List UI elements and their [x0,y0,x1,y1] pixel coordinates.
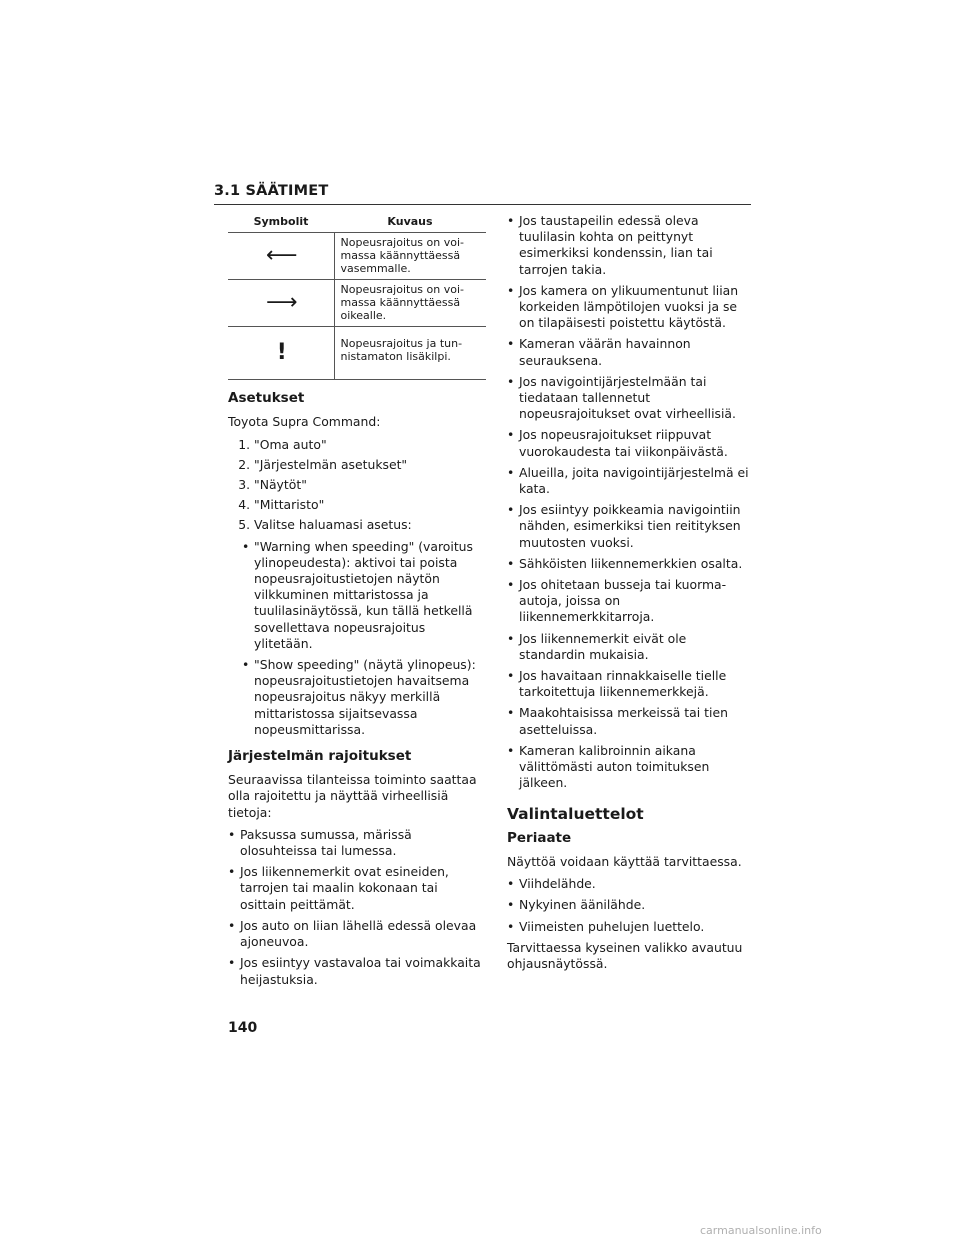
valintaluettelot-list [507,876,755,935]
left-column [228,213,486,993]
table-row [228,280,486,327]
list-item: • Jos liikennemerkit eivät ole standardin mukaisia. [507,631,755,663]
list-item: 5. Valitse haluamasi asetus: [254,517,486,533]
asetukset-heading: Asetukset [228,390,305,407]
list-item: • Kameran väärän havainnon seurauksena. [507,336,755,368]
table-cell-description: Nopeusrajoitus ja tun-nistamaton lisäkilpi. [334,327,486,380]
list-item: 3. "Näytöt" [254,477,486,493]
asetukset-sub-list [242,539,486,738]
watermark: carmanualsonline.info [700,1224,822,1237]
symbol-table [228,213,486,380]
arrow-right-icon: ⟶ [265,290,298,316]
valintaluettelot-outro: Tarvittaessa kyseinen valikko avautuu ohjausnäytössä. [507,939,743,971]
page-header [214,180,751,205]
list-item: • Maakohtaisissa merkeissä tai tien asetteluissa. [507,705,755,737]
table-header-description: Kuvaus [334,213,486,233]
arrow-left-icon: ⟵ [265,243,298,269]
table-row [228,327,486,380]
list-item: 2. "Järjestelmän asetukset" [254,457,486,473]
table-header-symbols: Symbolit [228,213,334,233]
table-cell-description: Nopeusrajoitus on voi-massa käännyttäessä vasemmalle. [334,233,486,280]
list-item: • "Warning when speeding" (varoitus ylinopeudesta): aktivoi tai poista nopeusrajoitustietojen näytön vilkkuminen mittaristossa ja tuulilasinäytössä, kun tällä hetkellä sovellettava nopeusrajoitus ylitetään. [242,539,486,652]
exclamation-icon: ! [276,340,287,366]
right-column [507,213,755,978]
list-item: • Sähköisten liikennemerkkien osalta. [507,556,755,572]
list-item: 4. "Mittaristo" [254,497,486,513]
section-title: 3.1 SÄÄTIMET [214,183,329,199]
rajoitukset-list-left [228,827,486,988]
list-item: • Jos liikennemerkit ovat esineiden, tarrojen tai maalin kokonaan tai osittain peittämät. [228,864,486,913]
page-number: 140 [228,1020,258,1036]
periaate-heading: Periaate [507,829,572,846]
rajoitukset-heading: Järjestelmän rajoitukset [228,748,412,765]
list-item: • Nykyinen äänilähde. [507,897,755,913]
list-item: • Jos ohitetaan busseja tai kuorma-autoja, joissa on liikennemerkkitarroja. [507,577,755,626]
valintaluettelot-intro: Näyttöä voidaan käyttää tarvittaessa. [507,853,742,869]
list-item: • Viihdelähde. [507,876,755,892]
list-item: • Alueilla, joita navigointijärjestelmä ei kata. [507,465,755,497]
table-cell-description: Nopeusrajoitus on voi-massa käännyttäessä oikealle. [334,280,486,327]
list-item: • Jos havaitaan rinnakkaiselle tielle tarkoitettuja liikennemerkkejä. [507,668,755,700]
list-item: • Jos auto on liian lähellä edessä olevaa ajoneuvoa. [228,918,486,950]
list-item: • Viimeisten puhelujen luettelo. [507,919,755,935]
list-item: • Paksussa sumussa, märissä olosuhteissa tai lumessa. [228,827,486,859]
list-item: • Kameran kalibroinnin aikana välittömästi auton toimituksen jälkeen. [507,743,755,792]
list-item: • Jos taustapeilin edessä oleva tuulilasin kohta on peittynyt esimerkiksi kondenssin, lian tai tarrojen takia. [507,213,755,278]
list-item: 1. "Oma auto" [254,437,486,453]
list-item: • Jos esiintyy vastavaloa tai voimakkaita heijastuksia. [228,955,486,987]
valintaluettelot-heading: Valintaluettelot [507,804,644,823]
list-item: • "Show speeding" (näytä ylinopeus): nopeusrajoitustietojen havaitsema nopeusrajoitus näkyy merkillä mittaristossa sijaitsevassa nopeusmittarissa. [242,657,486,738]
rajoitukset-intro: Seuraavissa tilanteissa toiminto saattaa olla rajoitettu ja näyttää virheellisiä tietoja: [228,772,477,820]
list-item: • Jos esiintyy poikkeamia navigointiin nähden, esimerkiksi tien reitityksen muutosten vuoksi. [507,502,755,551]
rajoitukset-list-right [507,213,755,792]
asetukset-intro: Toyota Supra Command: [228,414,381,430]
list-item: • Jos kamera on ylikuumentunut liian korkeiden lämpötilojen vuoksi ja se on tilapäisesti poistettu käytöstä. [507,283,755,332]
list-item: • Jos nopeusrajoitukset riippuvat vuorokaudesta tai viikonpäivästä. [507,427,755,459]
list-item: • Jos navigointijärjestelmään tai tiedataan tallennetut nopeusrajoitukset ovat virheellisiä. [507,374,755,423]
asetukset-steps [228,437,486,534]
table-row [228,233,486,280]
